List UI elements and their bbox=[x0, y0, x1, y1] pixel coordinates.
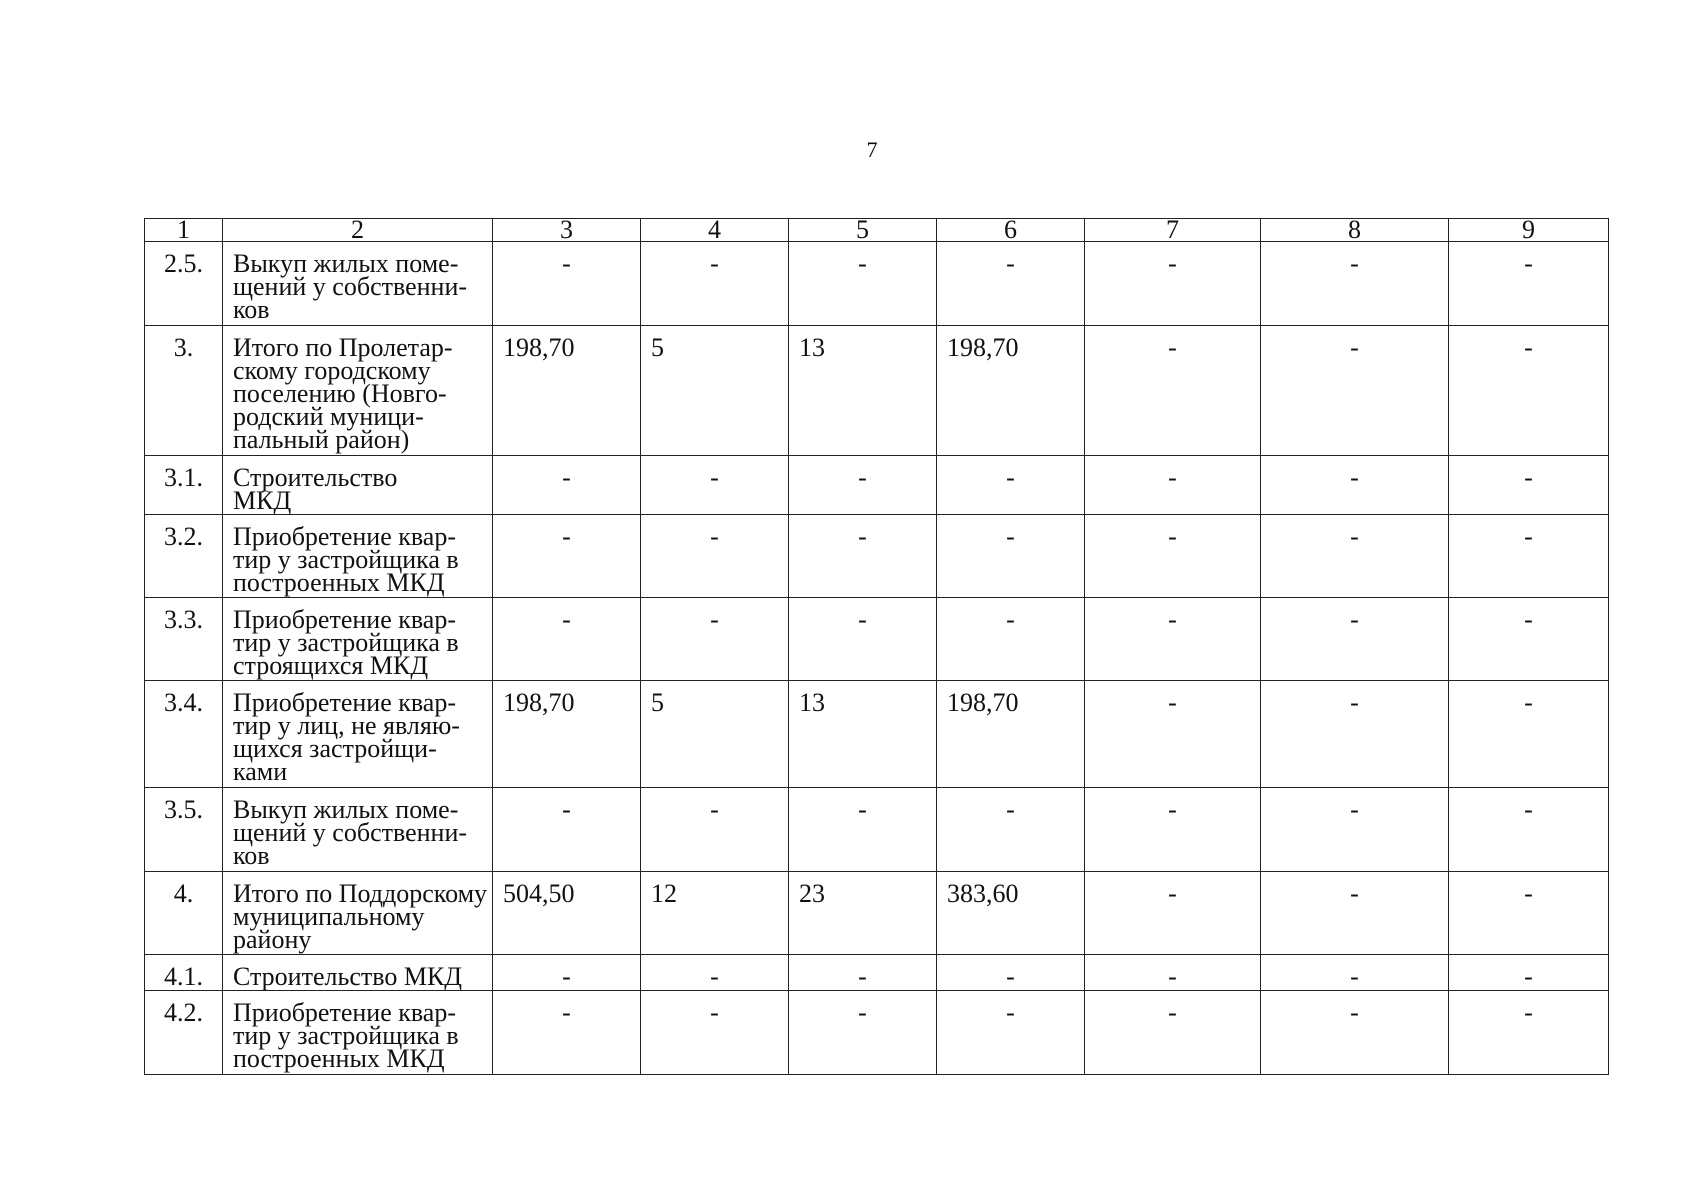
row-name-line: Строительство МКД bbox=[233, 962, 463, 991]
cell-col-3: 198,70 bbox=[493, 326, 641, 456]
cell-col-3: - bbox=[493, 456, 641, 515]
row-name bbox=[223, 456, 493, 515]
cell-col-6: - bbox=[937, 242, 1085, 326]
row-name-line: Строительство bbox=[233, 463, 398, 492]
row-name-line: строящихся МКД bbox=[233, 651, 429, 680]
row-number: 3.3. bbox=[145, 598, 223, 681]
row-name-line: построенных МКД bbox=[233, 568, 445, 597]
table-row bbox=[145, 991, 1609, 1075]
row-name bbox=[223, 872, 493, 955]
row-name-line: пальный район) bbox=[233, 425, 410, 454]
row-name bbox=[223, 515, 493, 598]
cell-col-4: - bbox=[641, 991, 789, 1075]
cell-col-7: - bbox=[1085, 326, 1261, 456]
cell-col-9: - bbox=[1449, 456, 1609, 515]
row-name bbox=[223, 598, 493, 681]
cell-col-9: - bbox=[1449, 515, 1609, 598]
cell-col-3: - bbox=[493, 955, 641, 991]
cell-col-7: - bbox=[1085, 456, 1261, 515]
row-name-line: поселению (Новго- bbox=[233, 379, 447, 408]
column-header-2: 2 bbox=[223, 219, 493, 242]
cell-col-8: - bbox=[1261, 598, 1449, 681]
cell-col-9: - bbox=[1449, 681, 1609, 788]
cell-col-9: - bbox=[1449, 788, 1609, 872]
table-row bbox=[145, 788, 1609, 872]
cell-col-5: 13 bbox=[789, 681, 937, 788]
cell-col-9: - bbox=[1449, 598, 1609, 681]
column-header-4: 4 bbox=[641, 219, 789, 242]
table-row bbox=[145, 598, 1609, 681]
cell-col-3: - bbox=[493, 991, 641, 1075]
row-name bbox=[223, 788, 493, 872]
cell-col-4: 5 bbox=[641, 681, 789, 788]
table-row bbox=[145, 242, 1609, 326]
cell-col-7: - bbox=[1085, 991, 1261, 1075]
cell-col-4: 5 bbox=[641, 326, 789, 456]
cell-col-7: - bbox=[1085, 681, 1261, 788]
cell-col-7: - bbox=[1085, 788, 1261, 872]
cell-col-5: - bbox=[789, 955, 937, 991]
cell-col-7: - bbox=[1085, 598, 1261, 681]
cell-col-4: - bbox=[641, 788, 789, 872]
row-number: 3. bbox=[145, 326, 223, 456]
cell-col-4: 12 bbox=[641, 872, 789, 955]
row-name-line: Приобретение квар- bbox=[233, 998, 456, 1027]
cell-col-9: - bbox=[1449, 326, 1609, 456]
row-name-line: тир у застройщика в bbox=[233, 545, 459, 574]
cell-col-8: - bbox=[1261, 788, 1449, 872]
cell-col-5: - bbox=[789, 598, 937, 681]
row-name-line: Итого по Поддорскому bbox=[233, 879, 488, 908]
row-name-line: Приобретение квар- bbox=[233, 522, 456, 551]
row-number: 3.2. bbox=[145, 515, 223, 598]
row-name bbox=[223, 991, 493, 1075]
cell-col-3: - bbox=[493, 598, 641, 681]
table-row bbox=[145, 955, 1609, 991]
row-name-line: тир у застройщика в bbox=[233, 628, 459, 657]
cell-col-5: - bbox=[789, 242, 937, 326]
cell-col-9: - bbox=[1449, 991, 1609, 1075]
column-header-7: 7 bbox=[1085, 219, 1261, 242]
row-number: 2.5. bbox=[145, 242, 223, 326]
table-body bbox=[145, 242, 1609, 1075]
cell-col-6: - bbox=[937, 991, 1085, 1075]
column-header-6: 6 bbox=[937, 219, 1085, 242]
cell-col-4: - bbox=[641, 955, 789, 991]
table-row bbox=[145, 872, 1609, 955]
cell-col-3: - bbox=[493, 515, 641, 598]
row-name-line: скому городскому bbox=[233, 356, 431, 385]
cell-col-6: - bbox=[937, 456, 1085, 515]
row-name-line: Выкуп жилых поме- bbox=[233, 249, 459, 278]
cell-col-5: - bbox=[789, 515, 937, 598]
data-table bbox=[144, 215, 1609, 1075]
row-name bbox=[223, 242, 493, 326]
cell-col-8: - bbox=[1261, 515, 1449, 598]
cell-col-6: - bbox=[937, 788, 1085, 872]
row-name bbox=[223, 681, 493, 788]
cell-col-4: - bbox=[641, 515, 789, 598]
column-header-8: 8 bbox=[1261, 219, 1449, 242]
column-header-9: 9 bbox=[1449, 219, 1609, 242]
cell-col-3: 504,50 bbox=[493, 872, 641, 955]
row-name-line: МКД bbox=[233, 486, 292, 515]
table-row bbox=[145, 326, 1609, 456]
row-name-line: ков bbox=[233, 295, 270, 324]
page-number: 7 bbox=[866, 137, 878, 162]
row-name-line: щений у собственни- bbox=[233, 818, 468, 847]
column-header-5: 5 bbox=[789, 219, 937, 242]
cell-col-8: - bbox=[1261, 955, 1449, 991]
cell-col-6: - bbox=[937, 955, 1085, 991]
row-name bbox=[223, 326, 493, 456]
row-name-line: тир у лиц, не являю- bbox=[233, 711, 460, 740]
row-name-line: щихся застройщи- bbox=[233, 734, 437, 763]
row-name-line: ков bbox=[233, 841, 270, 870]
row-name-line: Итого по Пролетар- bbox=[233, 333, 453, 362]
cell-col-6: 198,70 bbox=[937, 681, 1085, 788]
row-name-line: щений у собственни- bbox=[233, 272, 468, 301]
cell-col-8: - bbox=[1261, 242, 1449, 326]
table-header bbox=[145, 215, 1609, 244]
row-name-line: родский муници- bbox=[233, 402, 424, 431]
cell-col-7: - bbox=[1085, 872, 1261, 955]
cell-col-5: 13 bbox=[789, 326, 937, 456]
row-name bbox=[223, 955, 493, 991]
cell-col-9: - bbox=[1449, 872, 1609, 955]
column-header-1: 1 bbox=[145, 219, 223, 242]
row-number: 4.2. bbox=[145, 991, 223, 1075]
cell-col-4: - bbox=[641, 456, 789, 515]
cell-col-3: 198,70 bbox=[493, 681, 641, 788]
cell-col-6: - bbox=[937, 515, 1085, 598]
table-row bbox=[145, 456, 1609, 515]
cell-col-8: - bbox=[1261, 456, 1449, 515]
row-name-line: построенных МКД bbox=[233, 1044, 445, 1073]
cell-col-4: - bbox=[641, 598, 789, 681]
row-name-line: району bbox=[233, 925, 312, 954]
cell-col-8: - bbox=[1261, 991, 1449, 1075]
header-row bbox=[145, 219, 1609, 242]
cell-col-5: 23 bbox=[789, 872, 937, 955]
row-number: 3.1. bbox=[145, 456, 223, 515]
cell-col-8: - bbox=[1261, 681, 1449, 788]
cell-col-4: - bbox=[641, 242, 789, 326]
cell-col-3: - bbox=[493, 788, 641, 872]
cell-col-5: - bbox=[789, 456, 937, 515]
row-name-line: Выкуп жилых поме- bbox=[233, 795, 459, 824]
cell-col-7: - bbox=[1085, 955, 1261, 991]
row-number: 3.5. bbox=[145, 788, 223, 872]
cell-col-6: - bbox=[937, 598, 1085, 681]
column-header-3: 3 bbox=[493, 219, 641, 242]
cell-col-8: - bbox=[1261, 326, 1449, 456]
row-name-line: ками bbox=[233, 757, 288, 786]
table-row bbox=[145, 681, 1609, 788]
cell-col-6: 198,70 bbox=[937, 326, 1085, 456]
table-row bbox=[145, 515, 1609, 598]
cell-col-8: - bbox=[1261, 872, 1449, 955]
cell-col-9: - bbox=[1449, 242, 1609, 326]
cell-col-5: - bbox=[789, 788, 937, 872]
row-name-line: тир у застройщика в bbox=[233, 1021, 459, 1050]
cell-col-5: - bbox=[789, 991, 937, 1075]
cell-col-7: - bbox=[1085, 242, 1261, 326]
cell-col-9: - bbox=[1449, 955, 1609, 991]
row-name-line: Приобретение квар- bbox=[233, 688, 456, 717]
row-name-line: муниципальному bbox=[233, 902, 425, 931]
cell-col-7: - bbox=[1085, 515, 1261, 598]
row-name-line: Приобретение квар- bbox=[233, 605, 456, 634]
row-number: 3.4. bbox=[145, 681, 223, 788]
row-number: 4. bbox=[145, 872, 223, 955]
row-number: 4.1. bbox=[145, 955, 223, 991]
cell-col-3: - bbox=[493, 242, 641, 326]
cell-col-6: 383,60 bbox=[937, 872, 1085, 955]
